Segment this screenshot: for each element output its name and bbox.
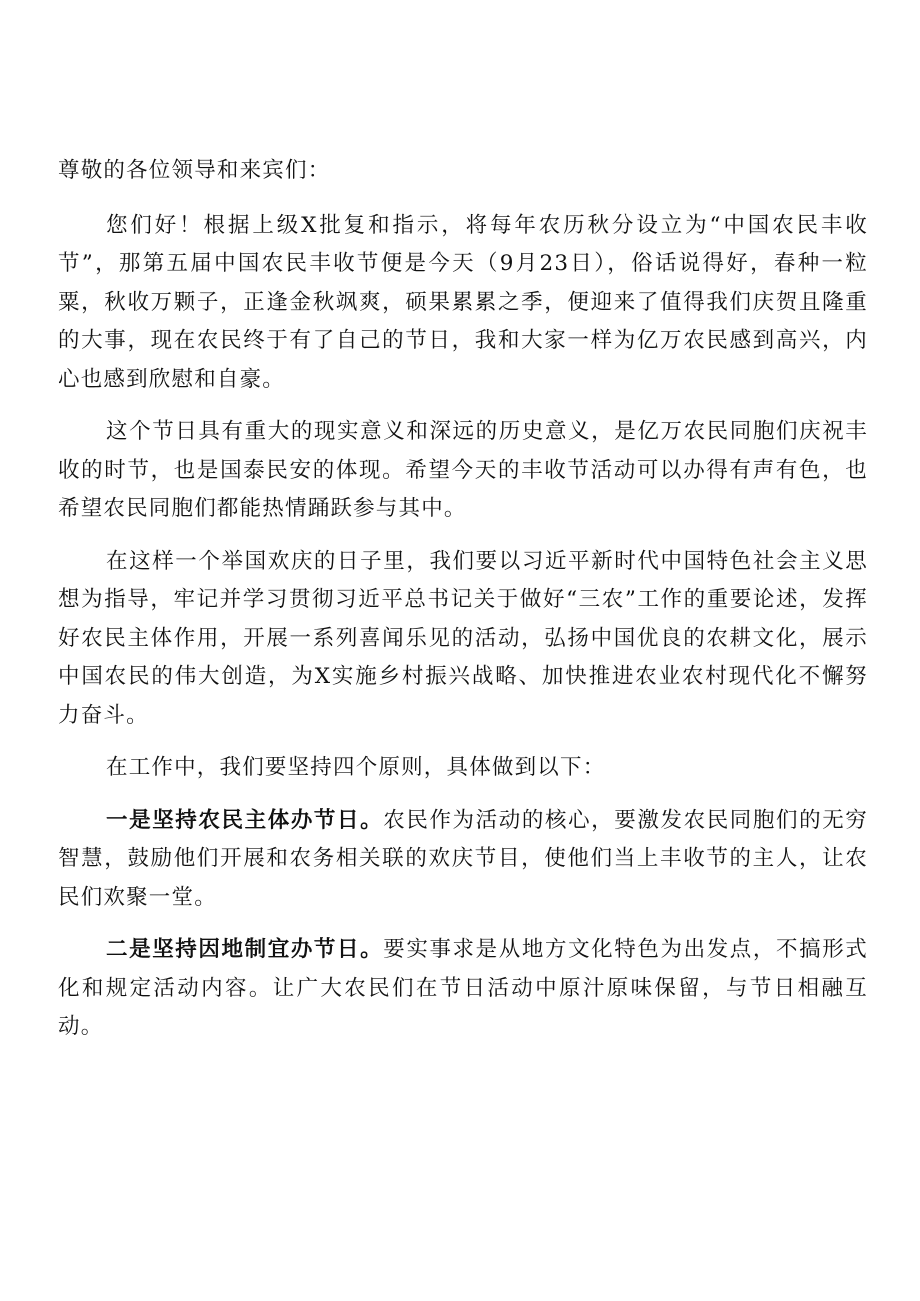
paragraph-principle-one [58, 802, 868, 918]
paragraph-significance: 这个节日具有重大的现实意义和深远的历史意义，是亿万农民同胞们庆祝丰收的时节，也是国泰民安的体现。希望今天的丰收节活动可以办得有声有色，也希望农民同胞们都能热情踊跃参与其中。 [58, 419, 868, 521]
principle-two-heading: 二是坚持因地制宜办节日。 [106, 937, 384, 962]
paragraph-principle-two [58, 931, 868, 1047]
principle-one-text: 农民作为活动的核心，要激发农民同胞们的无穷智慧，鼓励他们开展和农务相关联的欢庆节目，使他们当上丰收节的主人，让农民们欢聚一堂。 [58, 807, 869, 910]
paragraph-greeting: 您们好！根据上级X批复和指示，将每年农历秋分设立为“中国农民丰收节”，那第五届中国农民丰收节便是今天（9月23日），俗话说得好，春种一粒粟，秋收万颗子，正逢金秋飒爽，硕果累累之季，便迎来了值得我们庆贺且隆重的大事，现在农民终于有了自己的节日，我和大家一样为亿万农民感到高兴，内心也感到欣慰和自豪。 [58, 212, 868, 392]
principle-one-heading: 一是坚持农民主体办节日。 [106, 807, 384, 833]
principle-two-text: 要实事求是从地方文化特色为出发点，不搞形式化和规定活动内容。让广大农民们在节日活动中原汁原味保留，与节日相融互动。 [58, 937, 869, 1039]
paragraph-principles-intro: 在工作中，我们要坚持四个原则，具体做到以下： [106, 755, 606, 780]
salutation: 尊敬的各位领导和来宾们： [58, 158, 331, 183]
paragraph-guidance: 在这样一个举国欢庆的日子里，我们要以习近平新时代中国特色社会主义思想为指导，牢记并学习贯彻习近平总书记关于做好“三农”工作的重要论述，发挥好农民主体作用，开展一系列喜闻乐见的活动，弘扬中国优良的农耕文化，展示中国农民的伟大创造，为X实施乡村振兴战略、加快推进农业农村现代化不懈努力奋斗。 [58, 548, 868, 728]
document-body [58, 152, 868, 1047]
